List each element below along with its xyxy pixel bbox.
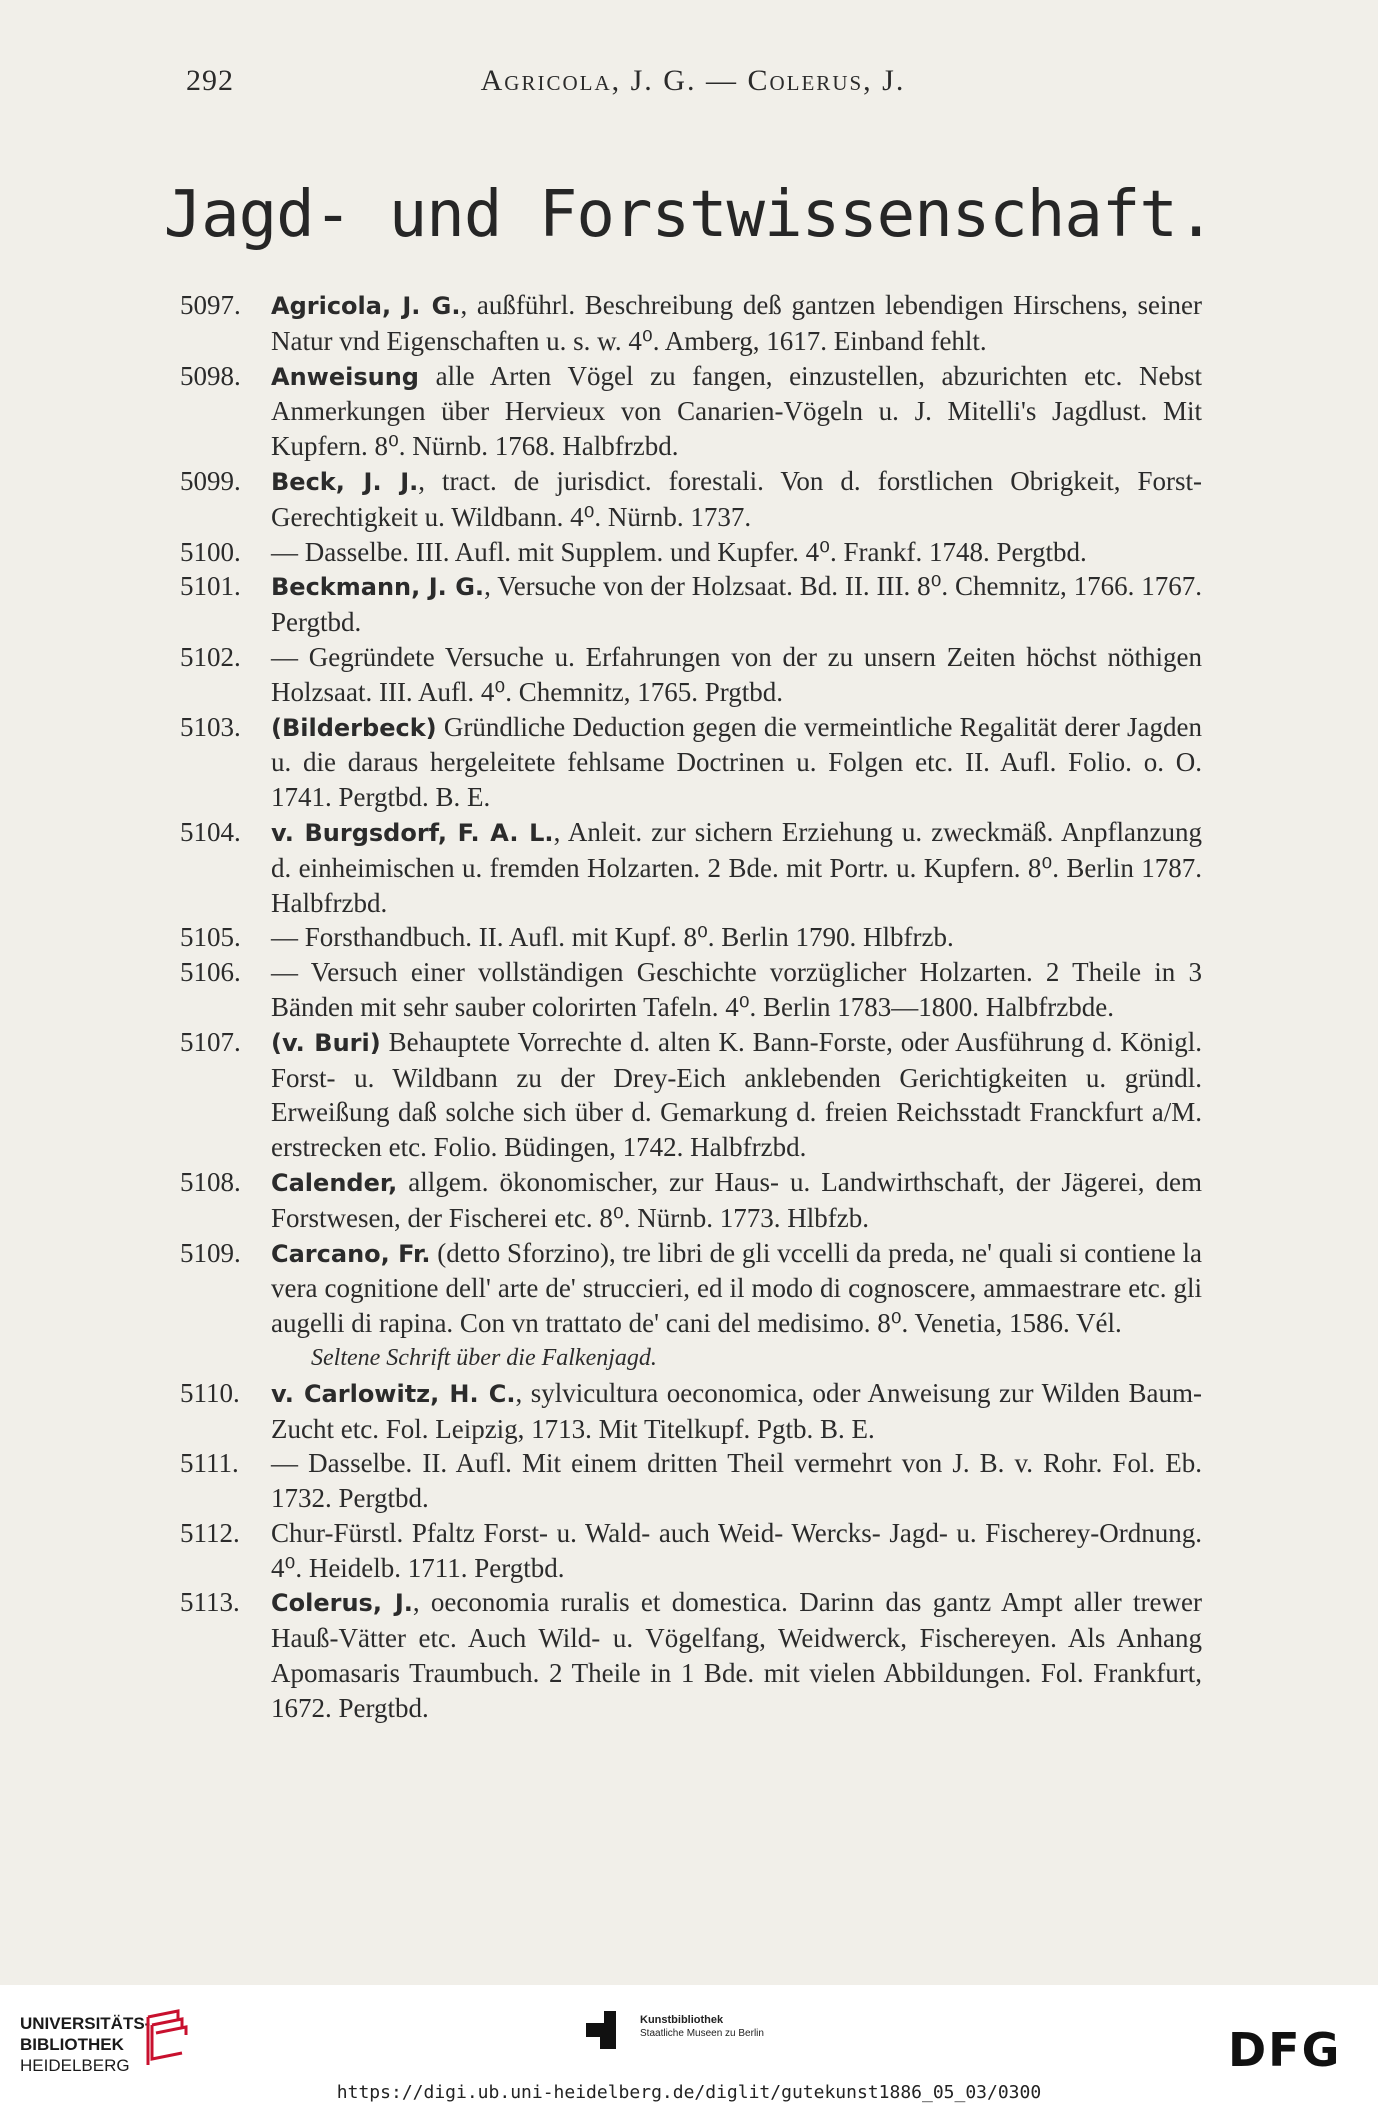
ub-heidelberg-logo[interactable] <box>20 2013 150 2076</box>
running-title: Agricola, J. G. — Colerus, J. <box>480 64 906 97</box>
catalogue-entry <box>180 1236 1202 1376</box>
entry-author: Agricola, J. G. <box>271 292 461 320</box>
entry-text: Gründliche Deduction gegen die vermeintliche Regalität derer Jagden u. die daraus hergeleitete fehlsame Doctrinen u. Folgen etc. II. Aufl. Folio. o. O. 1741. Pergtbd. B. E. <box>271 711 1202 813</box>
entry-number: 5099. <box>180 465 241 496</box>
dfg-logo[interactable]: DFG <box>1228 2023 1342 2077</box>
entry-number: 5101. <box>180 571 241 602</box>
catalogue-entry <box>180 920 1202 955</box>
entry-text: — Dasselbe. III. Aufl. mit Supplem. und Kupfer. 4⁰. Frankf. 1748. Pergtbd. <box>271 536 1087 567</box>
entry-author: Beck, J. J. <box>271 467 419 496</box>
catalogue-entry <box>180 1165 1202 1236</box>
entry-number: 5102. <box>180 641 241 672</box>
page-url[interactable]: https://digi.ub.uni-heidelberg.de/diglit/gutekunst1886_05_03/0300 <box>336 2082 1042 2103</box>
catalogue-entry <box>180 1025 1202 1165</box>
entry-author: Carcano, Fr. <box>271 1239 431 1268</box>
catalogue-entry <box>180 464 1202 535</box>
ub-mark-icon <box>138 2009 194 2069</box>
ub-logo-line: HEIDELBERG <box>20 2056 130 2075</box>
entry-text: (detto Sforzino), tre libri de gli vccelli da preda, ne' quali si contiene la vera cognitione dell' arte de' struccieri, ed il modo di cognoscere, ammaestrare etc. gli augelli di rapina. Con vn trattato de' cani del medisimo. 8⁰. Venetia, 1586. Vél. <box>271 1237 1202 1339</box>
section-title: Jagd- und Forstwissenschaft. <box>163 178 1215 252</box>
entry-text: , außführl. Beschreibung deß gantzen lebendigen Hirschens, seiner Natur vnd Eigenschaften u. s. w. 4⁰. Amberg, 1617. Einband fehlt. <box>271 290 1202 356</box>
catalogue-entry <box>180 1516 1202 1586</box>
entry-number: 5104. <box>180 816 241 847</box>
entry-number: 5111. <box>180 1448 239 1479</box>
entry-number: 5113. <box>180 1587 240 1618</box>
catalogue-entry <box>180 1376 1202 1447</box>
entry-number: 5106. <box>180 957 241 988</box>
catalogue-entry <box>180 569 1202 640</box>
entry-text: , Anleit. zur sichern Erziehung u. zweckmäß. Anpflanzung d. einheimischen u. fremden Holzarten. 2 Bde. mit Portr. u. Kupfern. 8⁰. Berlin 1787. Halbfrzbd. <box>271 816 1202 918</box>
entry-number: 5103. <box>180 711 241 742</box>
ub-logo-line: UNIVERSITÄTS- <box>20 2014 151 2033</box>
entry-author: Colerus, J. <box>271 1589 413 1618</box>
entry-text: Chur-Fürstl. Pfaltz Forst- u. Wald- auch Weid- Wercks- Jagd- u. Fischerey-Ordnung. 4⁰. Heidelb. 1711. Pergtbd. <box>271 1517 1202 1583</box>
entry-text: — Versuch einer vollständigen Geschichte vorzüglicher Holzarten. 2 Theile in 3 Bänden mit sehr sauber colorirten Tafeln. 4⁰. Berlin 1783—1800. Halbfrzbde. <box>271 957 1202 1022</box>
entry-text: , tract. de jurisdict. forestali. Von d. forstlichen Obrigkeit, Forst-Gerechtigkeit u. Wildbann. 4⁰. Nürnb. 1737. <box>271 465 1202 532</box>
ub-logo-line: BIBLIOTHEK <box>20 2035 124 2054</box>
viewer-footer <box>0 1985 1378 2112</box>
entry-text: , Versuche von der Holzsaat. Bd. II. III. 8⁰. Chemnitz, 1766. 1767. Pergtbd. <box>271 571 1202 638</box>
entry-number: 5097. <box>180 290 241 320</box>
kunstbibliothek-label <box>640 2013 764 2041</box>
running-head <box>186 64 1200 114</box>
entry-number: 5112. <box>180 1517 240 1548</box>
entry-text: — Dasselbe. II. Aufl. Mit einem dritten Theil vermehrt von J. B. v. Rohr. Fol. Eb. 1732. Pergtbd. <box>271 1448 1202 1514</box>
entry-text: allgem. ökonomischer, zur Haus- u. Landwirthschaft, der Jägerei, dem Forstwesen, der Fischerei etc. 8⁰. Nürnb. 1773. Hlbfzb. <box>271 1166 1202 1233</box>
catalogue-entries <box>180 288 1202 1726</box>
kb-sub: Staatliche Museen zu Berlin <box>640 2028 764 2039</box>
entry-number: 5105. <box>180 922 241 953</box>
catalogue-entry <box>180 1585 1202 1725</box>
entry-number: 5098. <box>180 360 241 391</box>
page-number: 292 <box>186 64 234 97</box>
catalogue-entry <box>180 640 1202 710</box>
catalogue-entry <box>180 1446 1202 1516</box>
entry-number: 5100. <box>180 536 241 567</box>
entry-author: v. Burgsdorf, F. A. L. <box>271 818 554 847</box>
entry-author: Calender, <box>271 1168 398 1197</box>
entry-note: Seltene Schrift über die Falkenjagd. <box>311 1344 657 1371</box>
catalogue-entry <box>180 710 1202 815</box>
entry-author: Beckmann, J. G. <box>271 573 485 602</box>
entry-author: (Bilderbeck) <box>271 713 437 742</box>
entry-text: — Gegründete Versuche u. Erfahrungen von der zu unsern Zeiten höchst nöthigen Holzsaat. III. Aufl. 4⁰. Chemnitz, 1765. Prgtbd. <box>271 641 1202 707</box>
entry-text: , oeconomia ruralis et domestica. Darinn das gantz Ampt aller trewer Hauß-Vätter etc. Auch Wild- u. Vögelfang, Weidwerck, Fischereyen. Als Anhang Apomasaris Traumbuch. 2 Theile in 1 Bde. mit vielen Abbildungen. Fol. Frankfurt, 1672. Pergtbd. <box>271 1587 1202 1723</box>
entry-text: alle Arten Vögel zu fangen, einzustellen, abzurichten etc. Nebst Anmerkungen über Hervieux von Canarien-Vögeln u. J. Mitelli's Jagdlust. Mit Kupfern. 8⁰. Nürnb. 1768. Halbfrzbd. <box>271 360 1202 462</box>
kunstbibliothek-logo-icon <box>586 2011 632 2049</box>
entry-text: Behauptete Vorrechte d. alten K. Bann-Forste, oder Ausführung d. Königl. Forst- u. Wildbann zu der Drey-Eich anklebenden Gerichtigkeiten u. gründl. Erweißung daß solche sich über d. Gemarkung d. freien Reichsstadt Franckfurt a/M. erstrecken etc. Folio. Büdingen, 1742. Halbfrzbd. <box>271 1026 1203 1163</box>
entry-text: — Forsthandbuch. II. Aufl. mit Kupf. 8⁰. Berlin 1790. Hlbfrzb. <box>271 922 954 953</box>
entry-text: , sylvicultura oeconomica, oder Anweisung zur Wilden Baum-Zucht etc. Fol. Leipzig, 1713. Mit Titelkupf. Pgtb. B. E. <box>271 1377 1202 1444</box>
catalogue-entry <box>180 955 1202 1025</box>
entry-number: 5109. <box>180 1237 241 1268</box>
entry-number: 5108. <box>180 1166 241 1197</box>
kb-name: Kunstbibliothek <box>640 2014 724 2026</box>
entry-number: 5110. <box>180 1377 240 1408</box>
catalogue-entry <box>180 815 1202 920</box>
catalogue-entry <box>180 535 1202 570</box>
entry-author: (v. Buri) <box>271 1028 381 1057</box>
entry-number: 5107. <box>180 1026 241 1057</box>
catalogue-entry <box>180 359 1202 464</box>
catalogue-entry <box>180 288 1202 359</box>
entry-author: v. Carlowitz, H. C. <box>271 1379 516 1408</box>
entry-author: Anweisung <box>271 362 419 391</box>
